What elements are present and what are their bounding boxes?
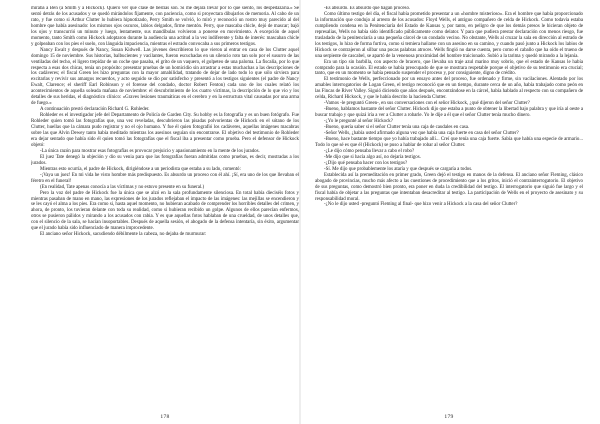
right-page — [315, 6, 583, 422]
book-gutter — [299, 0, 301, 424]
page-number: 179 — [444, 414, 454, 420]
paragraph: Mientras esto ocurría, el padre de Hickock, dirigiéndose a un periodista que estaba a su lado, comentó: — [40, 166, 241, 172]
paragraph: El juez Tate denegó la objeción y dio su venia para que las fotografías fueran admitidas como pruebas, es decir, mostradas a los jurados. — [31, 154, 299, 166]
paragraph: -¿Dijo qué pensaba hacer con los testigos? — [324, 160, 408, 166]
paragraph: -Es absurdo. Es absurdo que hagan proceso. — [324, 6, 411, 11]
paragraph: -¿Le dijo cómo pensaba llevar a cabo el robo? — [324, 148, 415, 154]
paragraph: -Bueno, quería saber si el señor Clutter tenía una caja de caudales en casa. — [324, 125, 470, 131]
paragraph: -Vamos -le preguntó Green-, en sus conversaciones con el señor Hickock, ¿qué dijeron del señor Clutter? — [324, 101, 530, 107]
paragraph: (En realidad, Tate apenas conocía a las víctimas y no estuvo presente en su funeral.) — [40, 184, 205, 190]
paragraph: Rohleder es el investigador jefe del Departamento de Policía de Garden City. Su hobby es la fotografía y es un buen fotógrafo. Fue Rohleder quien tomó las fotografías que, una vez reveladas, descubrieron las pisadas polvorientas de Hickock en el sótano de los Clutter, huellas que la cámara pudo registrar y no el ojo humano. Y fue él quien fotografió los cadáveres, aquellas imágenes macabras sobre las que Alvin Dewey tanto había meditado mientras los asesinos seguían sin encontrarse. El objetivo del testimonio de Rohleder era dejar sentado que había sido él quien tomó las fotografías que el fiscal iba a presentar como prueba. Pero el defensor de Hickock objetó: — [31, 113, 299, 148]
paragraph: -Bueno, hablamos bastante del señor Clutter. Hickock dijo que estaba a punto de obtener la libertad bajo palabra y que iría al oeste a buscar trabajo y que quizá iría a ver a Clutter a robarle. Yo le dije a él que el señor Clutter tenía mucho dinero. — [315, 107, 583, 119]
paragraph: -Sí. Me dijo que probablemente los ataría y que después se cargaría a todos. — [324, 166, 473, 172]
paragraph: Nancy Ewalt y después de Nancy, Susan Kidwell. Las jóvenes describieron lo que vieron al entrar en casa de los Clutter aquel domingo 15 de noviembre. Sus historias, balbucientes y vacilantes, fueron escuchadas en un silencio roto tan solo por el susurro de las ventiladas del techo, el ligero trepidar de un coche que pasaba, el grito de un vaquero, el golpeteo de una paloma. La fiscalía, por lo que respecta a esas dos chicas, tenía un propósito: presentar pruebas de un homicidio sin arrastrar a estas muchachas a las descripciones de los cadáveres; el fiscal Green les hizo preguntas con la mayor amabilidad, tratando de dejar de lado todo lo que sólo sirviera para excitarlas y revivir sus amargos recuerdos, y acto seguido se dio por satisfecho y presentó a los testigos siguientes (el padre de Nancy Ewalt, Clarence; el sheriff Earl Robinson y el forense del condado, doctor Robert Fenton) cada uno de los cuales relató los acontecimientos de aquella soleada mañana de noviembre: el descubrimiento de los cuatro víctimas, la descripción de lo que vio y los detalles de sus heridas, el diagnóstico clínico: «Graves lesiones traumáticas en el cerebro y en la estructura vital causadas por una arma de fuego.» — [31, 47, 299, 107]
paragraph: Como último testigo del día, el fiscal había prometido presentar a un «hombre misterioso». Era el hombre que había proporcionado la información que condujo al arresto de los acusados: Floyd Wells, el antiguo compañero de celda de Hickock. Como todavía estaba cumpliendo condena en la Penitenciaría del Estado de Kansas y, por tanto, en peligro de que los demás presos le hicieran objeto de represalias, Wells no había sido identificado públicamente como delator. Y para que pudiera prestar declaración con menos riesgo, fue trasladado de la penitenciaría a una pequeña cárcel de un condado vecino. No obstante, Wells al cruzar la sala en dirección al estrado de los testigos, lo hizo de forma furtiva, como si temiera hallarse con un asesino en su camino, y cuando pasó junto a Hickock los labios de Hickock se contrajeron al silbar una pocas palabras atroces. Wells fingió no darse cuenta, pero como el caballo que ha oído el trueno de una serpiente de cascabel, se apartó de la venenosa proximidad del hombre traicionado. Subió a la tarima y quedó mirando a la lejanía. — [315, 11, 583, 59]
paragraph: -¿Yo le pregunté al señor Hickock? — [324, 119, 393, 125]
paragraph: Pero la voz del padre de Hickock fue la única que se alzó en la sala profundamente silenciosa. En total había dieciséis fotos y mientras pasaban de mano en mano, las expresiones de los jurados reflejaban el impacto de las imágenes: las mejillas se encendieron y se les cayó el alma a los pies. Era como si, hasta aquel momento, no hubieran acabado de comprender los horribles detalles del crimen, y ahora, de pronto, los tuvieran delante con toda su realidad, como si hubieran recibido un golpe. Algunos de ellos parecían enfermos, otros se pusieron pálidos y mirando a los acusados con rabia. Y es que aquellas fotos hablaban de una crueldad, de unos detalles que, con el silencio de la sala, se hacían insoportables. Después de aquella sesión, el abogado de la defensa intentaría, sin éxito, argumentar que el jurado había sido influenciado de manera improcedente. — [31, 190, 299, 232]
right-page-text — [315, 6, 583, 398]
page-number: 178 — [160, 414, 170, 420]
paragraph: A continuación prestó declaración Richard G. Rohleder. — [40, 107, 150, 113]
paragraph: -Bueno, hace bastante tiempo que yo había trabajado allí... Creí que tenía una caja fuerte. Sabía que había una especie de armario... Todo lo que sé es que él (Hickock) se puso a hablar de robar al señor Clutter. — [315, 136, 583, 148]
paragraph: -¡Vaya un juez! En mi vida he visto hombre más predispuesto. Es absurdo un proceso con él ahí. ¡Sí, era uno de los que llevaban el féretro en el funeral! — [31, 172, 299, 184]
paragraph: miraba a Ben (a Smith y a Hickock). Quiero ver qué clase de bestias son. Si me dejara llevar por lo que siento, los despedazaría.» Se sentó detrás de los acusados y se quedó mirándolos fijamente, con paciencia, como si proyectara dibujarlos de memoria. Al cabo de un rato, y fue como si Arthur Clutter lo hubiera hipnotizado, Perry Smith se volvió, lo miró y reconoció un rostro muy parecido al del hombre que había asesinado: los mismos ojos oscuros, labios delgados, firme mentón. Perry, que mascaba chicle, dejó de mascar; bajó los ojos y transcurrió un minuto y luego, lentamente, sus mandíbulas volvieron a ponerse en movimiento. A excepción de aquel momento, tanto Smith como Hickock adoptaron durante la audiencia una actitud a la vez indiferente y falta de interés: mascaban chicle y golpeaban con los pies el suelo, con lánguida impaciencia, mientras el estrado convocaba a sus primeros testigos. — [31, 6, 299, 47]
paragraph: -¿No le dijo usted -preguntó Fleming al final- que hizo venir a Hickock a la casa del señor Clutter? — [324, 202, 518, 208]
left-page-text — [31, 6, 299, 398]
paragraph: El testimonio de Wells, perfeccionado por un ensayo antes del proceso, fue ordenado y firme, sin vacilaciones. Alentado por los amables interrogatorios de Logan Green, el testigo reconoció que en un tiempo, durante cerca de un año, había trabajado como peón en las Fincas de River Valley. Siguió diciendo que años después, encontrándose en la cárcel, había hablado al respecto con su compañero de celda, Richard Hickock, y que le había descrito la hacienda Clutter. — [315, 77, 583, 101]
left-page — [31, 6, 299, 422]
paragraph: -La única razón para mostrar esas fotografías es provocar prejuicio y apasionamiento en la mente de los jurados. — [40, 148, 260, 154]
paragraph: -Señor Wells, ¿había usted afirmado alguna vez que había una caja fuerte en casa del señor Clutter? — [324, 131, 519, 137]
paragraph: Era un tipo sin barbilla, con aspecto de bracero, que llevaba un traje azul marino muy sobrio, que el estado de Kansas le había comprado para la ocasión. El estado se había preocupado de que se mostrara respetable porque el objetivo de su testimonio era crucial; tanto, que en un momento se había pensado suspender el proceso y, por consiguiente, digno de crédito. — [315, 59, 583, 77]
paragraph: El anciano señor Hickock, sacudiendo débilmente la cabeza, no dejaba de murmurar: — [40, 232, 207, 238]
paragraph: -Me dijo que si hacía algo así, no dejaría testigos. — [324, 154, 421, 160]
paragraph: Establecida así la premeditación en primer grado, Green dejó el testigo en manos de la defensa. El anciano señor Fleming, clásico abogado de provincias, mucho más afecto a las cuestiones de procedimiento que a los gritos, inició el contrainterrogatorio. El objetivo de sus preguntas, como demostró bien pronto, era poner en duda la credibilidad del testigo. El interrogatorio que siguió fue largo y el fiscal había de objetar a las preguntas que intentaban desacreditar al testigo. La participación de Wells en el proyecto de asesinato y su responsabilidad moral. — [315, 172, 583, 202]
